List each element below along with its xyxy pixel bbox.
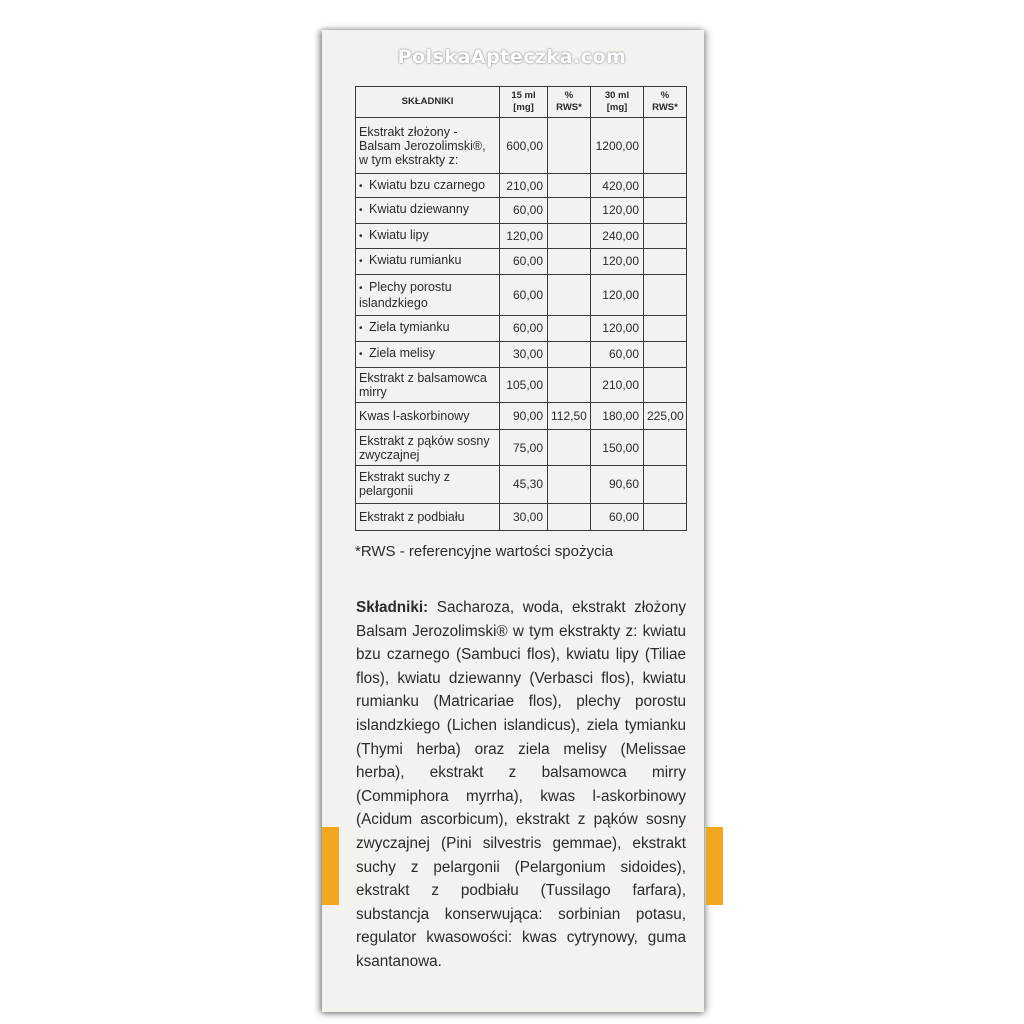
value-30ml-cell: 60,00 (591, 341, 644, 367)
value-30ml-cell: 120,00 (591, 248, 644, 274)
ingredient-name: Kwiatu lipy (369, 227, 429, 242)
ingredient-name: Ekstrakt suchy z pelargonii (359, 470, 450, 499)
accent-stripe-right (706, 827, 723, 905)
rws-30ml-cell (644, 118, 687, 174)
value-30ml-cell: 240,00 (591, 223, 644, 248)
table-row (356, 503, 687, 530)
value-30ml-cell: 120,00 (591, 198, 644, 224)
value-15ml-cell: 60,00 (500, 274, 548, 315)
bullet-icon: • (359, 349, 363, 361)
ingredient-name: Ekstrakt z pąków sosny zwyczajnej (359, 433, 490, 462)
table-row (356, 118, 687, 174)
value-15ml-cell: 60,00 (500, 315, 548, 341)
value-30ml-cell: 60,00 (591, 503, 644, 530)
rws-30ml-cell (644, 223, 687, 248)
ingredients-text: Sacharoza, woda, ekstrakt złożony Balsam Jerozolimski® w tym ekstrakty z: kwiatu bzu czarnego (Sambuci flos), kwiatu lipy (Tiliae flos), kwiatu dziewanny (Verbasci flos), kwiatu rumianku (Matricariae flos), plechy porostu islandzkiego (Lichen islandicus), ziela tymianku (Thymi herba) oraz ziela melisy (Melissae herba), ekstrakt z balsamowca mirry (Commiphora myrrha), kwas l-askorbinowy (Acidum ascorbicum), ekstrakt z pąków sosny zwyczajnej (Pini silvestris gemmae), ekstrakt suchy z pelargonii (Pelargonium sidoides), ekstrakt z podbiału (Tussilago farfara), substancja konserwująca: sorbinian potasu, regulator kwasowości: kwas cytrynowy, guma ksantanowa. (356, 599, 686, 970)
table-row (356, 341, 687, 367)
table-row (356, 466, 687, 504)
value-15ml-cell: 75,00 (500, 430, 548, 466)
value-15ml-cell: 120,00 (500, 223, 548, 248)
ingredient-name-cell (356, 248, 500, 274)
rws-15ml-cell (548, 341, 591, 367)
value-30ml-cell: 150,00 (591, 430, 644, 466)
rws-15ml-cell (548, 466, 591, 504)
rws-30ml-cell (644, 503, 687, 530)
ingredient-name-cell (356, 174, 500, 198)
table-row (356, 367, 687, 403)
value-15ml-cell: 105,00 (500, 367, 548, 403)
value-15ml-cell: 60,00 (500, 198, 548, 224)
rws-30ml-cell (644, 274, 687, 315)
rws-30ml-cell (644, 367, 687, 403)
value-30ml-cell: 180,00 (591, 403, 644, 430)
ingredient-name-cell (356, 223, 500, 248)
ingredient-name-cell (356, 118, 500, 174)
table-row (356, 174, 687, 198)
header-30ml: 30 ml [mg] (591, 87, 644, 118)
ingredient-name-cell (356, 466, 500, 504)
ingredient-name: Ziela melisy (369, 346, 435, 361)
ingredient-name: Kwiatu rumianku (369, 253, 462, 268)
ingredient-name-cell (356, 315, 500, 341)
ingredient-name-cell (356, 274, 500, 315)
bullet-icon: • (359, 256, 363, 268)
table-row (356, 248, 687, 274)
rws-15ml-cell: 112,50 (548, 403, 591, 430)
table-body (356, 118, 687, 531)
value-15ml-cell: 210,00 (500, 174, 548, 198)
ingredient-name-cell (356, 367, 500, 403)
header-15ml: 15 ml [mg] (500, 87, 548, 118)
rws-15ml-cell (548, 198, 591, 224)
value-30ml-cell: 210,00 (591, 367, 644, 403)
ingredient-name: Ziela tymianku (369, 320, 450, 335)
ingredient-name-cell (356, 341, 500, 367)
value-30ml-cell: 120,00 (591, 315, 644, 341)
nutrition-table (355, 86, 687, 531)
rws-30ml-cell (644, 341, 687, 367)
bullet-icon: • (359, 323, 363, 335)
table-row (356, 315, 687, 341)
value-15ml-cell: 60,00 (500, 248, 548, 274)
value-15ml-cell: 45,30 (500, 466, 548, 504)
rws-15ml-cell (548, 223, 591, 248)
ingredient-name: Ekstrakt z balsamowca mirry (359, 371, 487, 400)
rws-15ml-cell (548, 118, 591, 174)
value-15ml-cell: 90,00 (500, 403, 548, 430)
rws-15ml-cell (548, 503, 591, 530)
ingredients-paragraph (356, 596, 686, 974)
value-30ml-cell: 120,00 (591, 274, 644, 315)
ingredient-name: Ekstrakt złożony - Balsam Jerozolimski®, w tym ekstrakty z: (359, 124, 486, 167)
ingredient-name: Ekstrakt z podbiału (359, 509, 465, 524)
rws-30ml-cell: 225,00 (644, 403, 687, 430)
value-30ml-cell: 420,00 (591, 174, 644, 198)
rws-30ml-cell (644, 315, 687, 341)
rws-15ml-cell (548, 430, 591, 466)
bullet-icon: • (359, 230, 363, 242)
rws-30ml-cell (644, 248, 687, 274)
ingredient-name-cell (356, 503, 500, 530)
table-row (356, 274, 687, 315)
bullet-icon: • (359, 180, 363, 192)
ingredient-name: Kwiatu bzu czarnego (369, 177, 486, 192)
ingredient-name-cell (356, 403, 500, 430)
ingredient-name: Plechy porostu islandzkiego (359, 279, 452, 310)
value-30ml-cell: 90,60 (591, 466, 644, 504)
rws-15ml-cell (548, 248, 591, 274)
rws-15ml-cell (548, 315, 591, 341)
table-header-row (356, 87, 687, 118)
table-row (356, 223, 687, 248)
ingredients-label: Składniki: (356, 599, 429, 616)
rws-footnote: *RWS - referencyjne wartości spożycia (355, 543, 614, 560)
value-15ml-cell: 30,00 (500, 503, 548, 530)
accent-stripe-left (322, 827, 339, 905)
bullet-icon: • (359, 282, 363, 294)
header-rws-15ml: % RWS* (548, 87, 591, 118)
value-15ml-cell: 30,00 (500, 341, 548, 367)
header-ingredients: SKŁADNIKI (356, 87, 500, 118)
table-row (356, 198, 687, 224)
rws-30ml-cell (644, 198, 687, 224)
rws-15ml-cell (548, 174, 591, 198)
table-row (356, 403, 687, 430)
value-30ml-cell: 1200,00 (591, 118, 644, 174)
rws-30ml-cell (644, 430, 687, 466)
ingredient-name-cell (356, 430, 500, 466)
rws-30ml-cell (644, 174, 687, 198)
watermark-text: PolskaApteczka.com (397, 46, 627, 68)
rws-15ml-cell (548, 274, 591, 315)
header-rws-30ml: % RWS* (644, 87, 687, 118)
ingredient-name: Kwas l-askorbinowy (359, 409, 470, 424)
ingredient-name: Kwiatu dziewanny (369, 202, 470, 217)
value-15ml-cell: 600,00 (500, 118, 548, 174)
ingredient-name-cell (356, 198, 500, 224)
table-row (356, 430, 687, 466)
rws-30ml-cell (644, 466, 687, 504)
bullet-icon: • (359, 205, 363, 217)
rws-15ml-cell (548, 367, 591, 403)
